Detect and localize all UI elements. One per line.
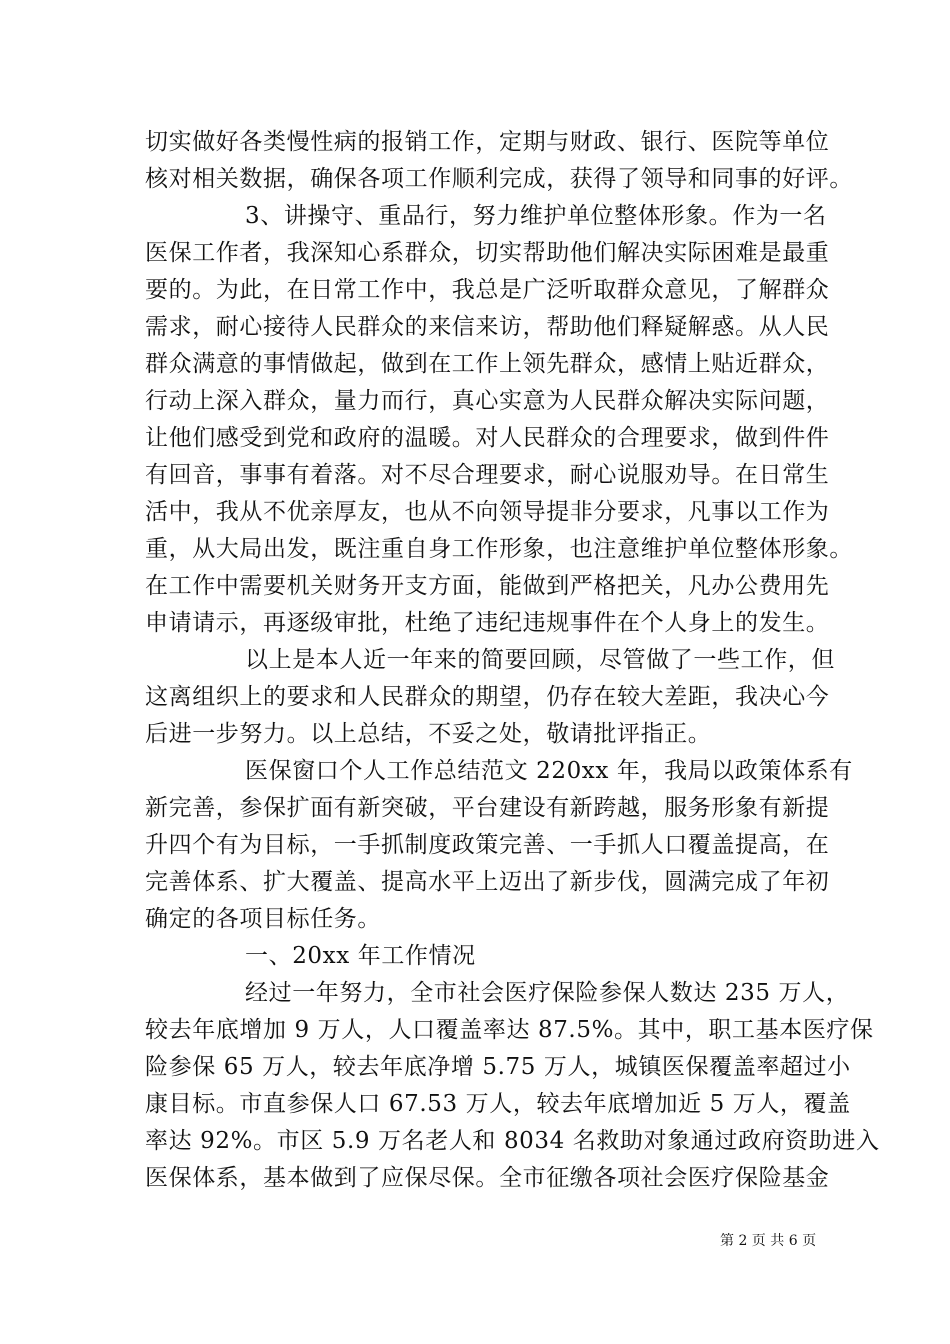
paragraph-start-line: 医保窗口个人工作总结范文 220xx 年，我局以政策体系有 xyxy=(245,758,853,784)
body-line: 康目标。市直参保人口 67.53 万人，较去年底增加近 5 万人，覆盖 xyxy=(145,1091,851,1117)
body-line: 切实做好各类慢性病的报销工作，定期与财政、银行、医院等单位 xyxy=(145,129,830,155)
body-line: 新完善，参保扩面有新突破，平台建设有新跨越，服务形象有新提 xyxy=(145,795,830,821)
body-line: 医保工作者，我深知心系群众，切实帮助他们解决实际困难是最重 xyxy=(145,240,830,266)
body-line: 后进一步努力。以上总结，不妥之处，敬请批评指正。 xyxy=(145,721,712,747)
section-heading: 一、20xx 年工作情况 xyxy=(245,943,476,969)
body-line: 在工作中需要机关财务开支方面，能做到严格把关，凡办公费用先 xyxy=(145,573,830,599)
body-line: 这离组织上的要求和人民群众的期望，仍存在较大差距，我决心今 xyxy=(145,684,830,710)
body-line: 确定的各项目标任务。 xyxy=(145,906,381,932)
body-line: 核对相关数据，确保各项工作顺利完成，获得了领导和同事的好评。 xyxy=(145,166,853,192)
body-line: 有回音，事事有着落。对不尽合理要求，耐心说服劝导。在日常生 xyxy=(145,462,830,488)
body-line: 医保体系，基本做到了应保尽保。全市征缴各项社会医疗保险基金 xyxy=(145,1165,830,1191)
body-line: 群众满意的事情做起，做到在工作上领先群众，感情上贴近群众， xyxy=(145,351,830,377)
page-number-footer: 第 2 页 共 6 页 xyxy=(720,1233,817,1249)
body-line: 完善体系、扩大覆盖、提高水平上迈出了新步伐，圆满完成了年初 xyxy=(145,869,830,895)
body-line: 升四个有为目标，一手抓制度政策完善、一手抓人口覆盖提高，在 xyxy=(145,832,830,858)
body-line: 较去年底增加 9 万人，人口覆盖率达 87.5%。其中，职工基本医疗保 xyxy=(145,1017,874,1043)
body-line: 申请请示，再逐级审批，杜绝了违纪违规事件在个人身上的发生。 xyxy=(145,610,830,636)
body-line: 需求，耐心接待人民群众的来信来访，帮助他们释疑解惑。从人民 xyxy=(145,314,830,340)
body-line: 重，从大局出发，既注重自身工作形象，也注意维护单位整体形象。 xyxy=(145,536,853,562)
body-line: 行动上深入群众，量力而行，真心实意为人民群众解决实际问题， xyxy=(145,388,830,414)
body-line: 险参保 65 万人，较去年底净增 5.75 万人，城镇医保覆盖率超过小 xyxy=(145,1054,851,1080)
paragraph-start-line: 3、讲操守、重品行，努力维护单位整体形象。作为一名 xyxy=(245,203,827,229)
paragraph-start-line: 以上是本人近一年来的简要回顾，尽管做了一些工作，但 xyxy=(245,647,835,673)
body-line: 率达 92%。市区 5.9 万名老人和 8034 名救助对象通过政府资助进入 xyxy=(145,1128,880,1154)
body-line: 活中，我从不优亲厚友，也从不向领导提非分要求，凡事以工作为 xyxy=(145,499,830,525)
body-line: 让他们感受到党和政府的温暖。对人民群众的合理要求，做到件件 xyxy=(145,425,830,451)
paragraph-start-line: 经过一年努力，全市社会医疗保险参保人数达 235 万人， xyxy=(245,980,850,1006)
body-line: 要的。为此，在日常工作中，我总是广泛听取群众意见，了解群众 xyxy=(145,277,830,303)
